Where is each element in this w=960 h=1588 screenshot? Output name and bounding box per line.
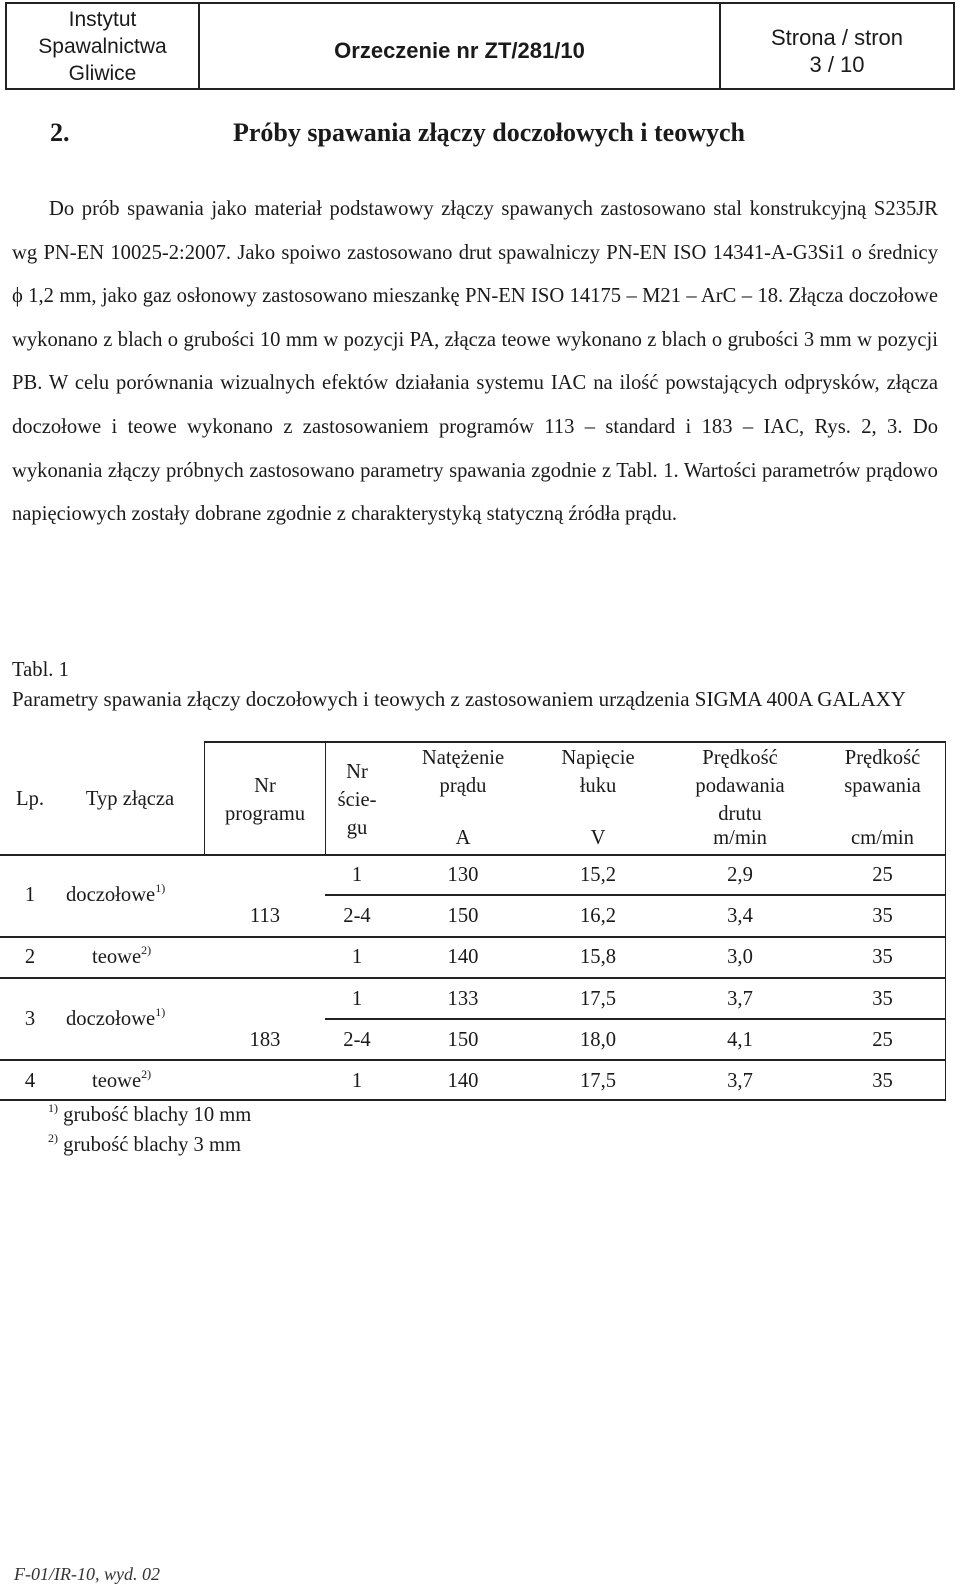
cell-pass: 1 <box>351 864 363 886</box>
group-lp: 4 <box>24 1070 36 1092</box>
group-type <box>66 1005 206 1031</box>
header-wire-l2: podawania <box>695 775 785 797</box>
section-title: Próby spawania złączy doczołowych i teowych <box>233 118 746 147</box>
cell-current: 150 <box>447 905 479 927</box>
body-paragraph <box>12 188 938 537</box>
cell-pass: 2-4 <box>343 905 371 927</box>
header-voltage-unit: V <box>590 827 606 849</box>
table-number: Tabl. 1 <box>12 659 69 681</box>
page-value: 3 / 10 <box>809 52 865 77</box>
paragraph-line: konstrukcyjną S235JR wg PN-EN 10025-2:2007. Jako spoiwo zastosowano drut spawalniczy <box>12 198 939 264</box>
header-pass-l2: ście- <box>337 789 377 811</box>
paragraph-line: Do prób spawania jako materiał podstawowy złączy spawanych zastosowano stal <box>49 198 742 220</box>
group-lp: 2 <box>24 946 36 968</box>
institute-name <box>7 4 200 88</box>
header-weld-unit: cm/min <box>851 827 914 849</box>
header-current <box>403 744 523 800</box>
table-rule <box>325 894 946 896</box>
cell-pass: 1 <box>351 1070 363 1092</box>
header-wire-l3: drutu <box>718 803 762 825</box>
cell-voltage: 15,8 <box>579 946 617 968</box>
header-wire-l1: Prędkość <box>702 747 778 769</box>
header-joint-type: Typ złącza <box>85 788 175 810</box>
footnote-ref: 2) <box>141 1067 152 1081</box>
cell-voltage: 16,2 <box>579 905 617 927</box>
header-weld-speed <box>820 744 945 800</box>
footnote-ref: 2) <box>141 943 152 957</box>
cell-weld-speed: 35 <box>872 946 893 968</box>
table-title: Parametry spawania złączy doczołowych i teowych z zastosowaniem urządzenia SIGMA 400A GALAXY <box>12 687 906 711</box>
program-number: 183 <box>249 1029 281 1051</box>
footnote-mark: 1) <box>48 1101 58 1115</box>
group-lp: 1 <box>24 884 36 906</box>
table-rule <box>325 1018 946 1020</box>
header-voltage-l1: Napięcie <box>561 747 635 769</box>
group-type-text: doczołowe <box>66 884 156 906</box>
cell-wire-speed: 3,7 <box>727 1070 753 1092</box>
header-program <box>205 772 325 828</box>
header-current-unit: A <box>455 827 471 849</box>
header-weld-l2: spawania <box>844 775 921 797</box>
institute-line-3: Gliwice <box>68 61 137 85</box>
group-type-text: teowe <box>92 1070 142 1092</box>
institute-line-2: Spawalnictwa <box>38 34 167 58</box>
header-program-l1: Nr <box>254 775 276 797</box>
cell-pass: 1 <box>351 946 363 968</box>
cell-wire-speed: 3,0 <box>727 946 753 968</box>
header-current-l2: prądu <box>439 775 487 797</box>
cell-current: 140 <box>447 1070 479 1092</box>
cell-weld-speed: 25 <box>872 864 893 886</box>
table-rule-bottom <box>0 1099 946 1101</box>
cell-weld-speed: 25 <box>872 1029 893 1051</box>
header-wire-unit: m/min <box>713 827 767 849</box>
paragraph-line: PN-EN ISO 14341-A-G3Si1 o średnicy ϕ 1,2 mm, jako gaz osłonowy zastosowano <box>12 241 938 308</box>
header-pass-l3: gu <box>346 817 368 839</box>
cell-wire-speed: 4,1 <box>727 1029 753 1051</box>
table-rule <box>0 977 946 979</box>
form-identifier: F-01/IR-10, wyd. 02 <box>14 1564 160 1584</box>
cell-weld-speed: 35 <box>872 988 893 1010</box>
paragraph-line: zgodnie z Tabl. 1. Wartości parametrów prądowo napięciowych zostały dobrane zgodnie z <box>12 459 938 526</box>
footnote-ref: 1) <box>155 1005 166 1019</box>
cell-voltage: 15,2 <box>579 864 617 886</box>
document-title: Orzeczenie nr ZT/281/10 <box>200 4 721 88</box>
header-program-l2: programu <box>224 803 306 825</box>
table-col-rule <box>945 741 946 1101</box>
table-rule-header <box>0 854 946 856</box>
group-type-text: doczołowe <box>66 1008 156 1030</box>
footnote-ref: 1) <box>155 881 166 895</box>
cell-voltage: 18,0 <box>579 1029 617 1051</box>
group-lp: 3 <box>24 1008 36 1030</box>
cell-weld-speed: 35 <box>872 905 893 927</box>
header-current-l1: Natężenie <box>421 747 505 769</box>
footnote-mark: 2) <box>48 1131 58 1145</box>
table-rule <box>0 1059 946 1061</box>
cell-wire-speed: 2,9 <box>727 864 753 886</box>
header-pass-l1: Nr <box>346 761 368 783</box>
group-type <box>66 881 206 907</box>
table-rule-top <box>204 741 946 743</box>
header-weld-l1: Prędkość <box>844 747 921 769</box>
header-voltage-l2: łuku <box>579 775 617 797</box>
paragraph-line: grubości 10 mm w pozycji PA, złącza teowe wykonano z blach o grubości 3 mm w pozycji <box>183 328 938 351</box>
group-type <box>92 1067 212 1093</box>
footnote <box>48 1131 242 1157</box>
cell-weld-speed: 35 <box>872 1070 893 1092</box>
cell-pass: 2-4 <box>343 1029 371 1051</box>
paragraph-line: odprysków, złącza doczołowe i teowe wykonano z zastosowaniem programów 113 – standard <box>12 372 938 438</box>
program-number: 113 <box>249 905 281 927</box>
paragraph-line: mieszankę PN-EN ISO 14175 – M21 – ArC – 18. Złącza doczołowe wykonano z blach o <box>12 285 939 351</box>
header-lp: Lp. <box>15 788 45 810</box>
group-type-text: teowe <box>92 946 142 968</box>
section-heading <box>50 118 745 148</box>
cell-pass: 1 <box>351 988 363 1010</box>
cell-wire-speed: 3,7 <box>727 988 753 1010</box>
header-voltage <box>538 744 658 800</box>
cell-current: 133 <box>447 988 479 1010</box>
cell-voltage: 17,5 <box>579 988 617 1010</box>
footnote <box>48 1101 252 1127</box>
cell-current: 130 <box>447 864 479 886</box>
header-pass <box>326 758 388 842</box>
table-rule <box>0 936 946 938</box>
header-wire-speed <box>675 744 805 828</box>
group-type <box>92 943 212 969</box>
footnote-text: grubość blachy 10 mm <box>63 1104 252 1126</box>
welding-parameters-table <box>0 741 960 1099</box>
paragraph-line: charakterystyką statyczną źródła prądu. <box>351 503 678 526</box>
page-counter <box>721 4 953 88</box>
paragraph-line: PB. W celu porównania wizualnych efektów działania systemu IAC na ilość powstających <box>12 372 778 395</box>
document-header <box>5 2 955 90</box>
cell-current: 140 <box>447 946 479 968</box>
footnote-text: grubość blachy 3 mm <box>63 1134 242 1156</box>
institute-line-1: Instytut <box>68 7 137 31</box>
page-label: Strona / stron <box>770 25 904 50</box>
paragraph-line: i 183 – IAC, Rys. 2, 3. Do wykonania złączy próbnych zastosowano parametry spawania <box>12 415 938 482</box>
section-number: 2. <box>50 118 70 147</box>
cell-wire-speed: 3,4 <box>727 905 753 927</box>
cell-voltage: 17,5 <box>579 1070 617 1092</box>
cell-current: 150 <box>447 1029 479 1051</box>
